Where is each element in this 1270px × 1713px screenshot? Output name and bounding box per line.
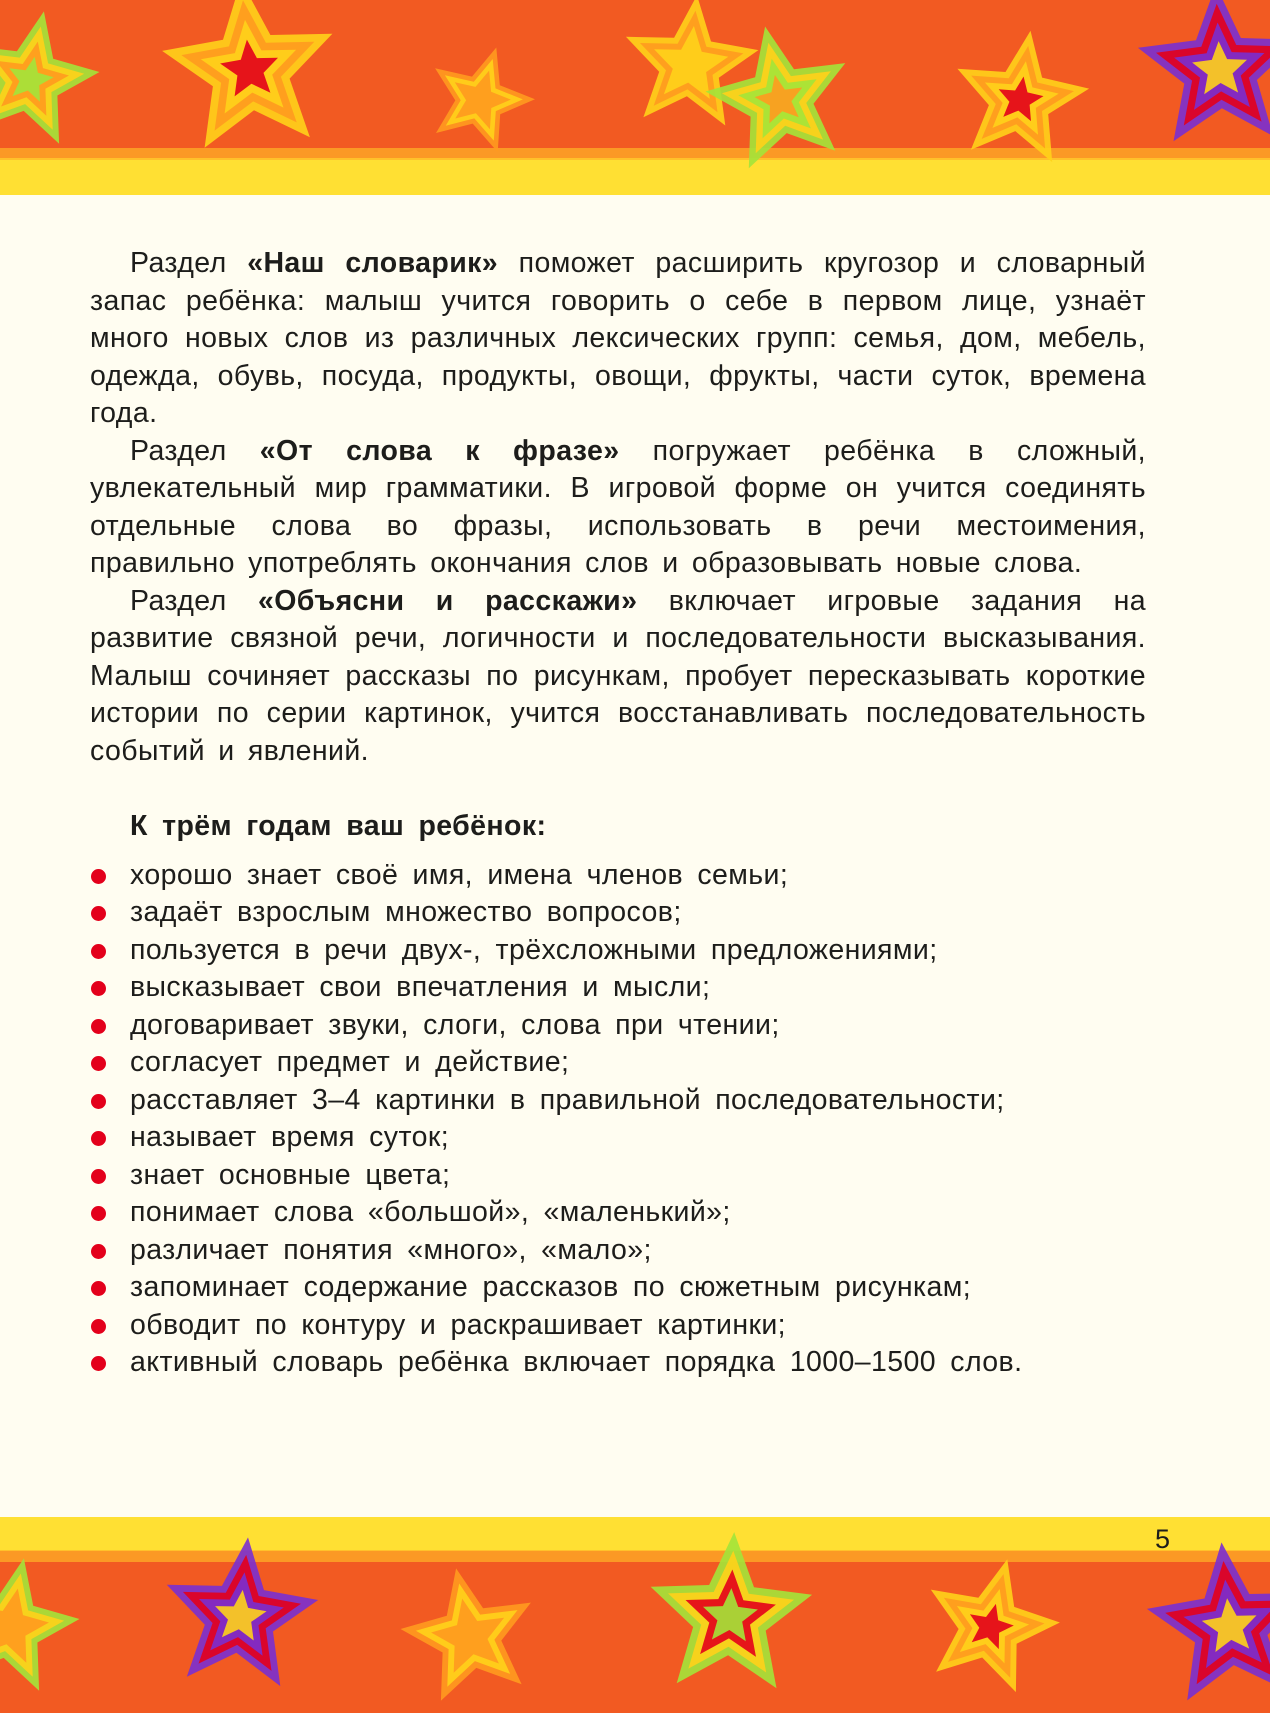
list-item: договаривает звуки, слоги, слова при чтении; [90,1007,1146,1045]
bullet-icon [91,1094,106,1109]
list-item: обводит по контуру и раскрашивает картинки; [90,1307,1146,1345]
bullet-icon [91,1356,106,1371]
section-paragraph-phrase: Раздел «От слова к фразе» погружает ребёнка в сложный, увлекательный мир грамматики. В игровой форме он учится соединять отдельные слова во фразы, использовать в речи местоимения, правильно употреблять окончания слов и образовывать новые слова. [90,434,1147,579]
main-content [90,245,1146,1382]
bullet-icon [91,1169,106,1184]
list-item: называет время суток; [90,1119,1146,1157]
bullet-icon [91,1319,106,1334]
bullet-icon [91,944,106,959]
section-title-dictionary: «Наш словарик» [247,247,499,279]
bullet-icon [91,1206,106,1221]
bullet-icon [91,1019,106,1034]
section-paragraph-dictionary: Раздел «Наш словарик» поможет расширить кругозор и словарный запас ребёнка: малыш учится говорить о себе в первом лице, узнаёт много новых слов из различных лексических групп: семья, дом, мебель, одежда, обувь, посуда, продукты, овощи, фрукты, части суток, времена года. [90,247,1146,429]
section-paragraph-explain: Раздел «Объясни и расскажи» включает игровые задания на развитие связной речи, логичности и последовательности высказывания. Малыш сочиняет рассказы по рисункам, пробует пересказывать короткие истории по серии картинок, учится восстанавливать последовательность событий и явлений. [90,584,1146,767]
top-star-banner [0,0,1270,195]
bullet-icon [91,1281,106,1296]
bullet-icon [91,1131,106,1146]
list-item: различает понятия «много», «мало»; [90,1232,1146,1270]
bullet-icon [91,869,106,884]
list-item: расставляет 3–4 картинки в правильной последовательности; [90,1082,1146,1120]
list-item: согласует предмет и действие; [90,1044,1146,1082]
list-item: запоминает содержание рассказов по сюжетным рисункам; [90,1269,1146,1307]
list-item: хорошо знает своё имя, имена членов семьи; [90,857,1146,895]
bottom-star-banner [0,1517,1270,1713]
list-item: высказывает свои впечатления и мысли; [90,969,1146,1007]
bullet-icon [91,906,106,921]
list-item: активный словарь ребёнка включает порядка 1000–1500 слов. [90,1344,1146,1382]
list-item: знает основные цвета; [90,1157,1146,1195]
skills-list [90,857,1146,1382]
list-item: понимает слова «большой», «маленький»; [90,1194,1146,1232]
section-title-explain: «Объясни и расскажи» [257,584,638,617]
bullet-icon [91,1244,106,1259]
page-number: 5 [1155,1524,1171,1554]
skills-heading: К трём годам ваш ребёнок: [130,810,547,842]
list-item: пользуется в речи двух-, трёхсложными предложениями; [90,932,1146,970]
bullet-icon [91,1056,106,1071]
list-item: задаёт взрослым множество вопросов; [90,894,1146,932]
section-title-phrase: «От слова к фразе» [259,434,620,467]
bullet-icon [91,981,106,996]
